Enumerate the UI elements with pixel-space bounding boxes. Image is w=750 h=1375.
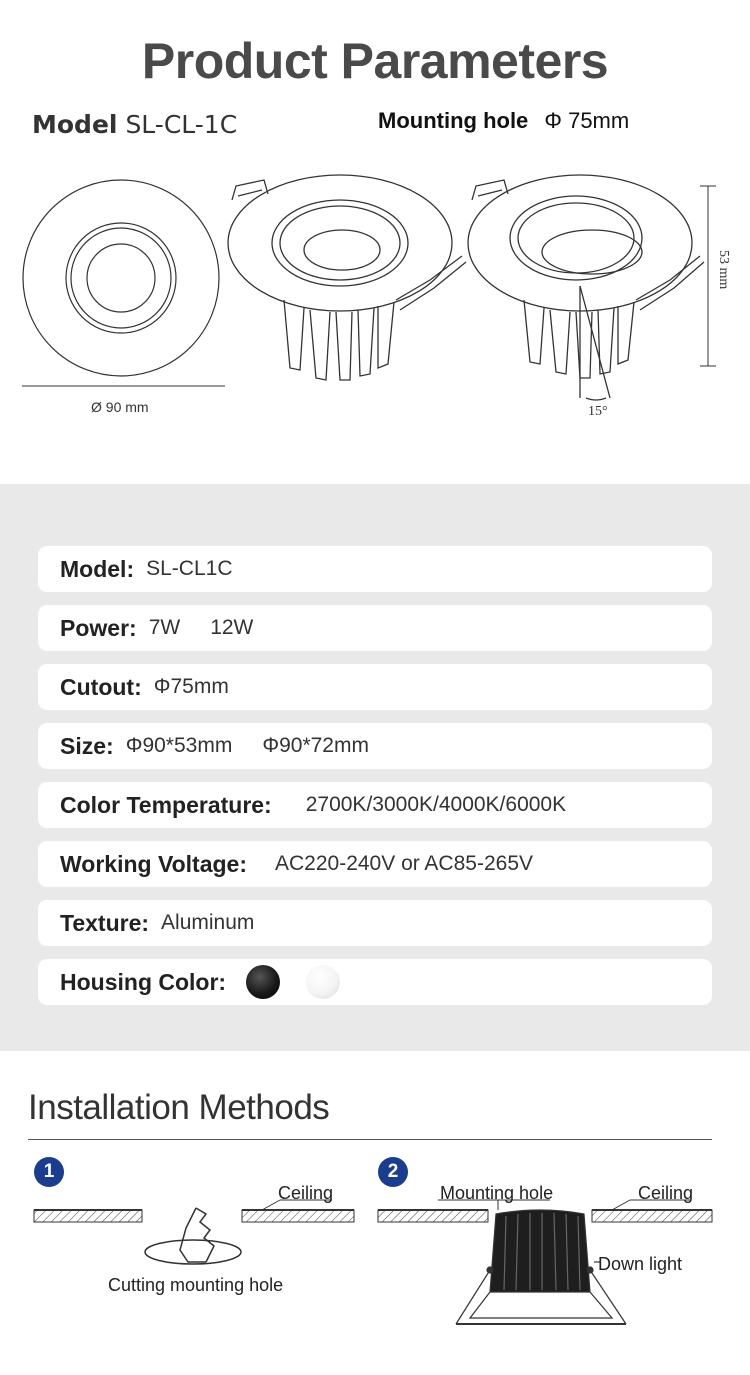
- spec-row-power: [38, 605, 712, 651]
- spec-row-model: [38, 546, 712, 592]
- side-view-drawing: [228, 175, 466, 380]
- spec-row-housing-color: [38, 959, 712, 1005]
- step-2-mounting-hole-label: Mounting hole: [440, 1183, 554, 1203]
- spec-label: Texture:: [60, 909, 150, 936]
- tilted-side-view-drawing: [468, 175, 704, 400]
- page-title: Product Parameters: [141, 33, 609, 89]
- step-2-downlight-label: Down light: [598, 1254, 683, 1274]
- step-2-badge: 2: [378, 1157, 408, 1187]
- installation-drawings: [0, 1150, 750, 1350]
- mounting-hole-heading: [378, 108, 629, 134]
- spec-value: Φ90*72mm: [262, 734, 369, 757]
- mounting-hole-label: Mounting hole: [378, 108, 529, 133]
- spec-label: Color Temperature:: [60, 791, 272, 818]
- model-label: Model: [32, 110, 118, 139]
- model-heading: [32, 110, 237, 139]
- spec-row-texture: [38, 900, 712, 946]
- black-color-swatch: [246, 965, 280, 999]
- product-drawings: [0, 140, 750, 440]
- spec-panel: [0, 484, 750, 1051]
- spec-value: 2700K/3000K/4000K/6000K: [305, 793, 567, 816]
- step-2-ceiling-label: Ceiling: [638, 1183, 694, 1203]
- installation-title: Installation Methods: [28, 1088, 330, 1127]
- spec-label: Working Voltage:: [60, 850, 247, 877]
- spec-value: Φ90*53mm: [125, 734, 233, 757]
- spec-row-working-voltage: [38, 841, 712, 887]
- spec-row-color-temperature: [38, 782, 712, 828]
- diameter-label: Ø 90 mm: [91, 399, 149, 415]
- spec-value: 12W: [210, 616, 254, 639]
- spec-value: AC220-240V or AC85-265V: [275, 852, 533, 875]
- spec-label: Model:: [60, 555, 135, 582]
- spec-value: 7W: [148, 616, 181, 639]
- spec-label: Power:: [60, 614, 137, 641]
- spec-label: Cutout:: [60, 673, 142, 700]
- height-label: 53 mm: [716, 250, 731, 290]
- spec-label: Size:: [60, 732, 114, 759]
- spec-value: SL-CL1C: [146, 557, 233, 580]
- spec-row-size: [38, 723, 712, 769]
- white-color-swatch: [306, 965, 340, 999]
- model-value: SL-CL-1C: [125, 110, 238, 139]
- spec-row-cutout: [38, 664, 712, 710]
- top-view-drawing: [23, 180, 219, 376]
- spec-value: Φ75mm: [153, 675, 229, 698]
- divider: [28, 1139, 712, 1140]
- cutting-saw-icon: [145, 1208, 241, 1264]
- tilt-angle-label: 15°: [588, 404, 608, 419]
- height-dimension: [700, 186, 716, 366]
- step-1-ceiling-label: Ceiling: [278, 1183, 334, 1203]
- mounting-hole-value: Φ 75mm: [544, 108, 630, 133]
- step-1-caption: Cutting mounting hole: [108, 1275, 284, 1295]
- spec-label: Housing Color:: [60, 968, 227, 995]
- spec-value: Aluminum: [161, 911, 255, 934]
- step-1-badge: 1: [34, 1157, 64, 1187]
